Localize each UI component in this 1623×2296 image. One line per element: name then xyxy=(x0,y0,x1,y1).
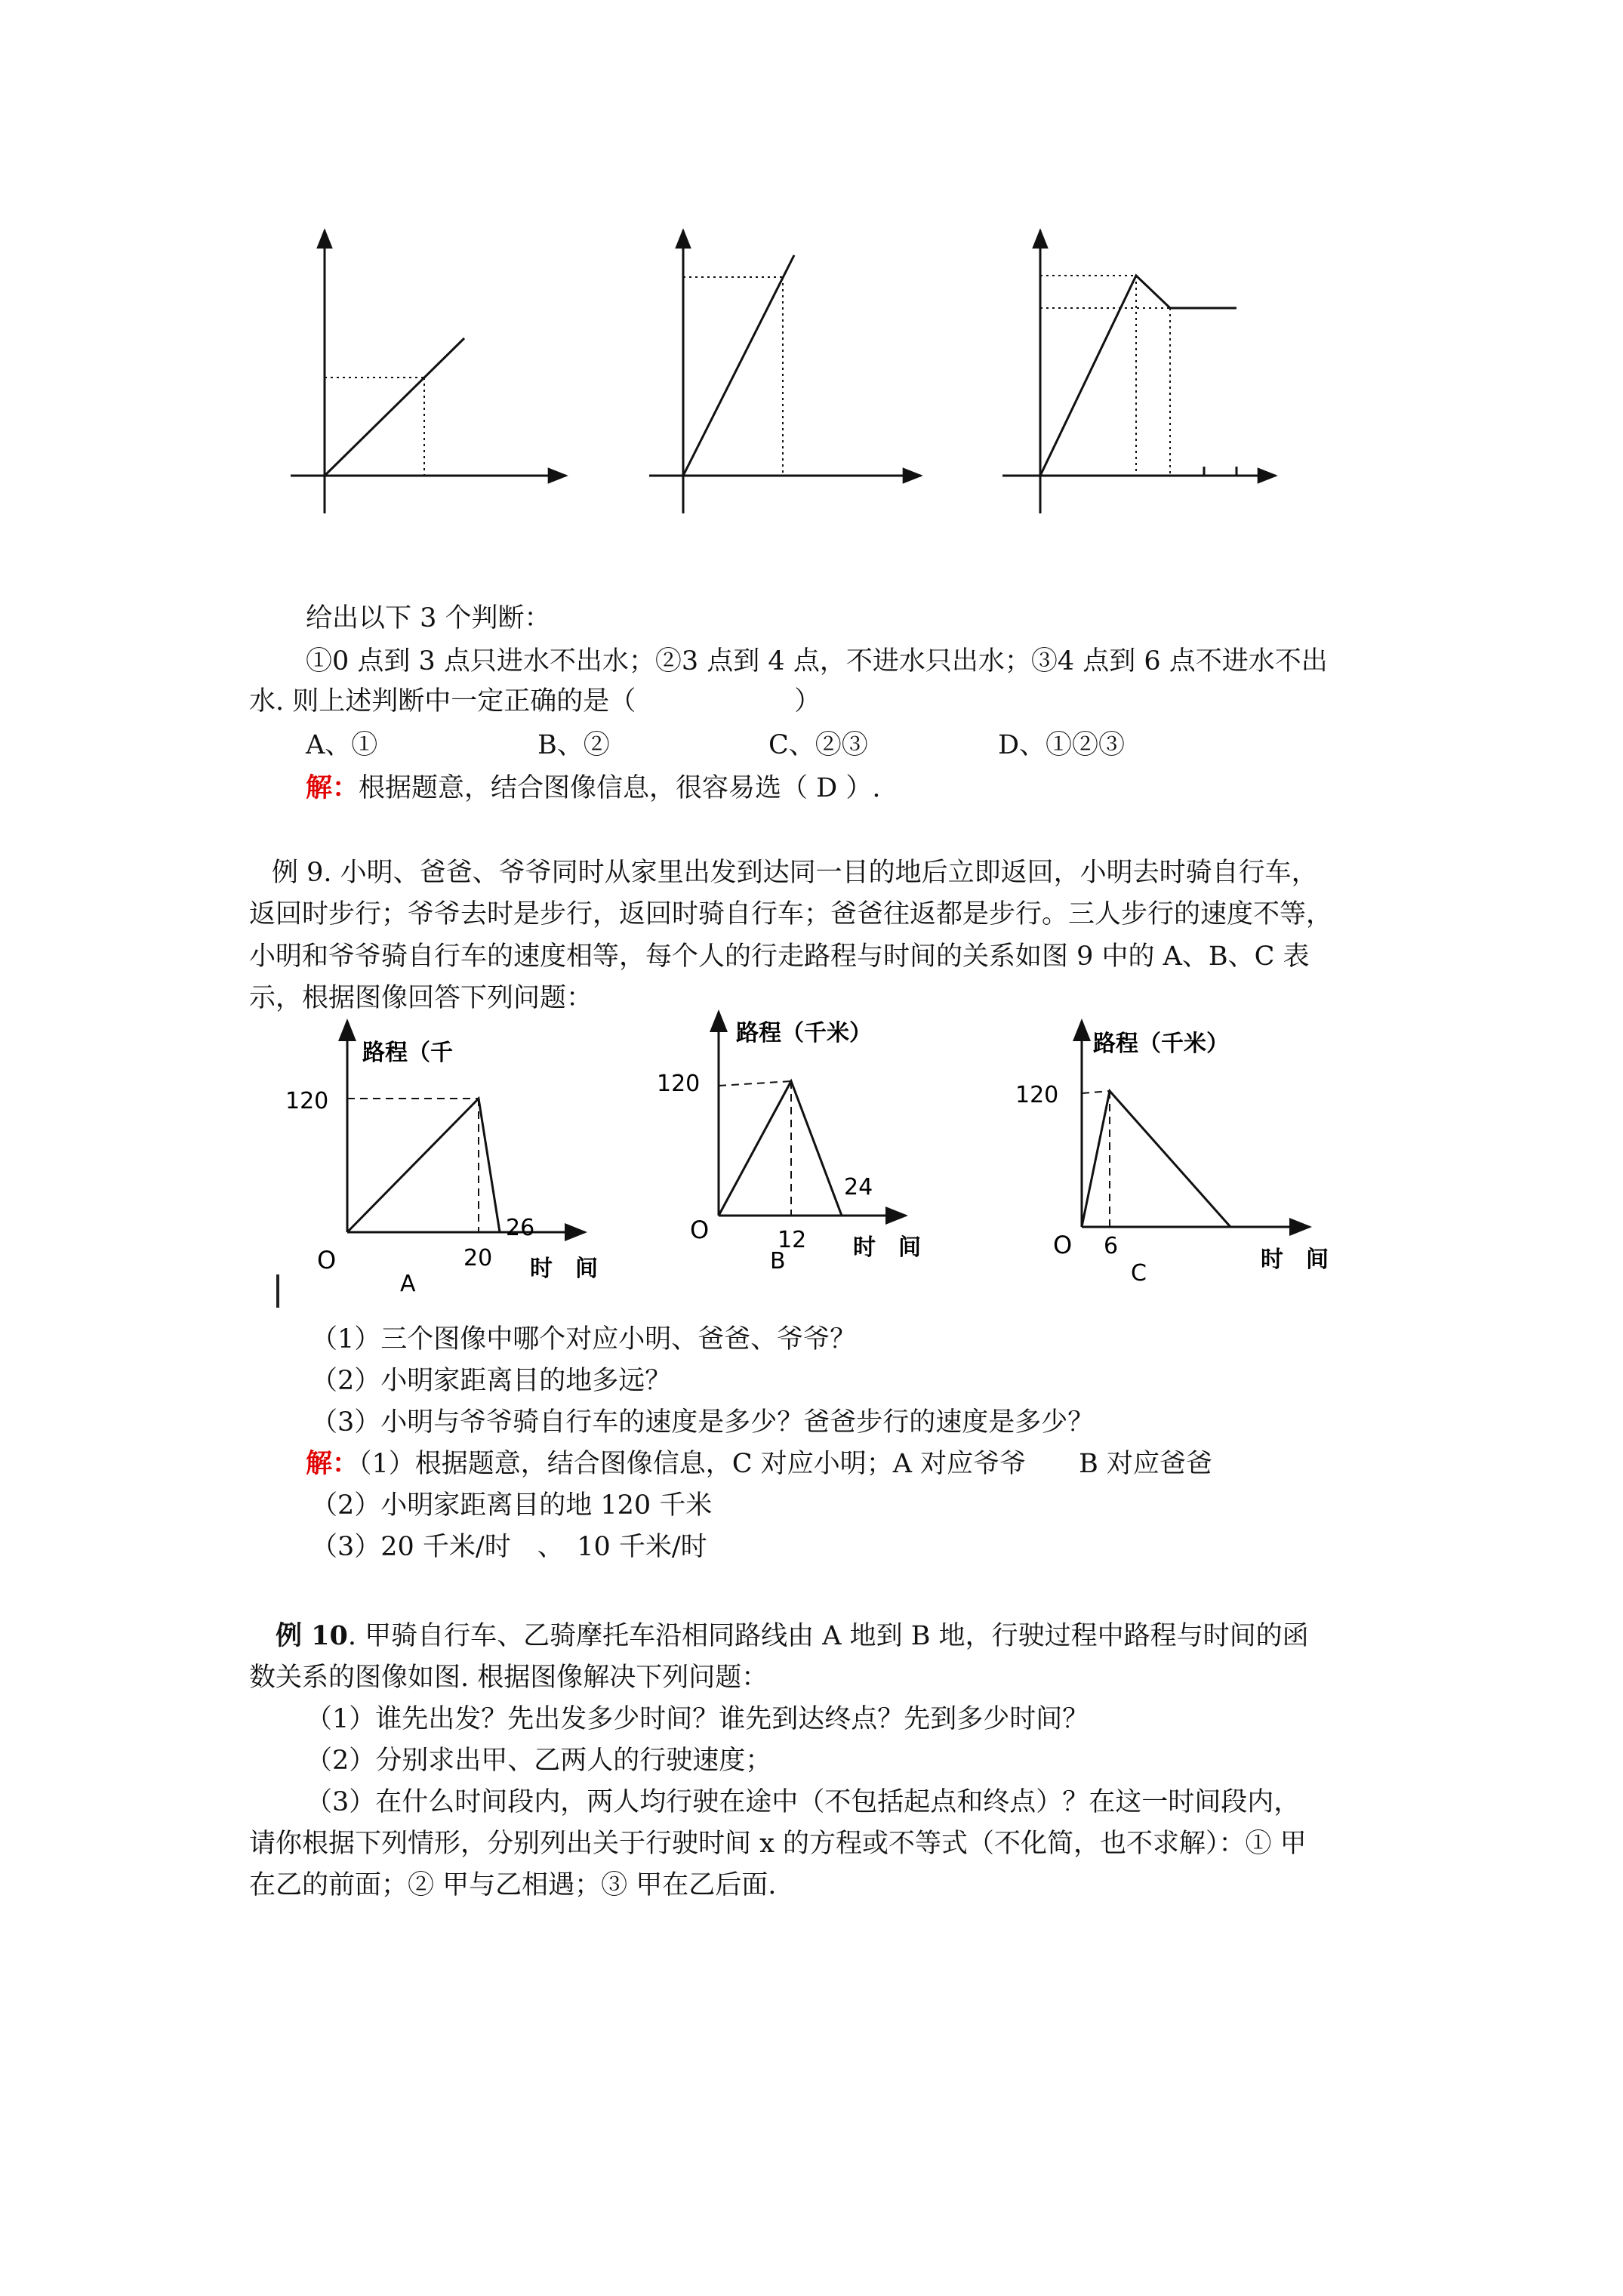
example9-line4: 示，根据图像回答下列问题： xyxy=(249,983,593,1013)
judgments-intro: 给出以下 3 个判断： xyxy=(306,603,551,633)
example10-q3-line2: 请你根据下列情形，分别列出关于行驶时间 x 的方程或不等式（不化简，也不求解）：① 甲 xyxy=(249,1829,1307,1859)
figure-a xyxy=(285,1021,598,1297)
figure-c-ylabel: 路程（千米） xyxy=(1093,1031,1229,1057)
graph-3 xyxy=(1002,230,1276,513)
figure-b-xtick1: 12 xyxy=(778,1227,807,1253)
solution-label: 解： xyxy=(306,1448,359,1479)
example10-q3-line3: 在乙的前面；② 甲与乙相遇；③ 甲在乙后面. xyxy=(249,1870,777,1900)
example9-line1: 例 9. 小明、爸爸、爷爷同时从家里出发到达同一目的地后立即返回，小明去时骑自行车， xyxy=(272,858,1318,888)
example9-q3: （3）小明与爷爷骑自行车的速度是多少？爸爸步行的速度是多少？ xyxy=(311,1407,1095,1438)
example10-q2: （2）分别求出甲、乙两人的行驶速度； xyxy=(306,1746,772,1776)
figure-b-path xyxy=(719,1081,842,1216)
option-d: D、①②③ xyxy=(998,730,1126,760)
figure-a-path xyxy=(347,1099,500,1232)
figure-c-origin: O xyxy=(1053,1231,1073,1259)
example9-q1: （1）三个图像中哪个对应小明、爸爸、爷爷？ xyxy=(311,1324,857,1354)
figure-c-path xyxy=(1082,1091,1230,1227)
example9-line2: 返回时步行；爷爷去时是步行，返回时骑自行车；爸爸往返都是步行。三人步行的速度不等， xyxy=(249,899,1333,929)
judgments-line1: ①0 点到 3 点只进水不出水；②3 点到 4 点，不进水只出水；③4 点到 6 点不进水不出 xyxy=(306,646,1328,676)
figure-a-ylabel: 路程（千 xyxy=(362,1040,453,1066)
figure-c-caption: C xyxy=(1131,1260,1147,1287)
figure-b-xtick2: 24 xyxy=(844,1174,873,1200)
figure-a-xtick2: 26 xyxy=(506,1215,535,1241)
option-b: B、② xyxy=(537,730,610,760)
figure-b-ylabel: 路程（千米） xyxy=(736,1020,872,1046)
example10-label: 例 10 xyxy=(276,1620,348,1651)
graph-2 xyxy=(649,230,921,513)
example10-line1-text: . 甲骑自行车、乙骑摩托车沿相同路线由 A 地到 B 地，行驶过程中路程与时间的函 xyxy=(347,1621,1309,1651)
figure-a-xlabel: 时 间 xyxy=(530,1256,598,1282)
answer-1: （1）根据题意，结合图像信息，C 对应小明；A 对应爷爷 B 对应爸爸 xyxy=(359,1449,1212,1479)
option-c: C、②③ xyxy=(768,730,868,760)
example10-q3: （3）在什么时间段内，两人均行驶在途中（不包括起点和终点）？在这一时间段内， xyxy=(306,1787,1301,1817)
figure-b-xlabel: 时 间 xyxy=(853,1234,921,1261)
example9-line3: 小明和爷爷骑自行车的速度相等，每个人的行走路程与时间的关系如图 9 中的 A、B、C 表 xyxy=(249,942,1310,972)
figure-a-origin: O xyxy=(317,1246,337,1274)
example10-line2: 数关系的图像如图. 根据图像解决下列问题： xyxy=(249,1663,768,1693)
solution-8 xyxy=(306,770,880,806)
figure-a-caption: A xyxy=(400,1271,416,1297)
solution-text: 根据题意，结合图像信息，很容易选（ D ）. xyxy=(359,773,881,803)
example10-line1 xyxy=(276,1618,1309,1654)
figure-a-ytick: 120 xyxy=(285,1088,329,1114)
example9-a1 xyxy=(306,1446,1212,1482)
figure-c-ytick: 120 xyxy=(1015,1082,1059,1108)
example9-a2: （2）小明家距离目的地 120 千米 xyxy=(311,1490,713,1521)
example9-figures xyxy=(0,1004,1623,1297)
top-graphs xyxy=(0,0,1623,544)
figure-c xyxy=(1015,1021,1329,1287)
option-a: A、① xyxy=(306,730,378,760)
figure-b xyxy=(657,1012,921,1274)
text-cursor xyxy=(276,1274,279,1308)
figure-a-xtick1: 20 xyxy=(463,1245,493,1271)
solution-label: 解： xyxy=(306,772,359,803)
example9-q2: （2）小明家距离目的地多远？ xyxy=(311,1366,672,1396)
figure-c-xtick1: 6 xyxy=(1104,1233,1119,1259)
figure-b-ytick: 120 xyxy=(657,1071,701,1097)
example9-a3: （3）20 千米/时 、 10 千米/时 xyxy=(311,1532,707,1562)
judgments-line2: 水. 则上述判断中一定正确的是（ ） xyxy=(249,686,821,717)
graph-1 xyxy=(291,230,566,513)
example10-q1: （1）谁先出发？先出发多少时间？谁先到达终点？先到多少时间？ xyxy=(306,1704,1089,1734)
figure-b-origin: O xyxy=(690,1216,710,1244)
figure-b-caption: B xyxy=(770,1248,786,1274)
figure-c-xlabel: 时 间 xyxy=(1261,1247,1329,1273)
